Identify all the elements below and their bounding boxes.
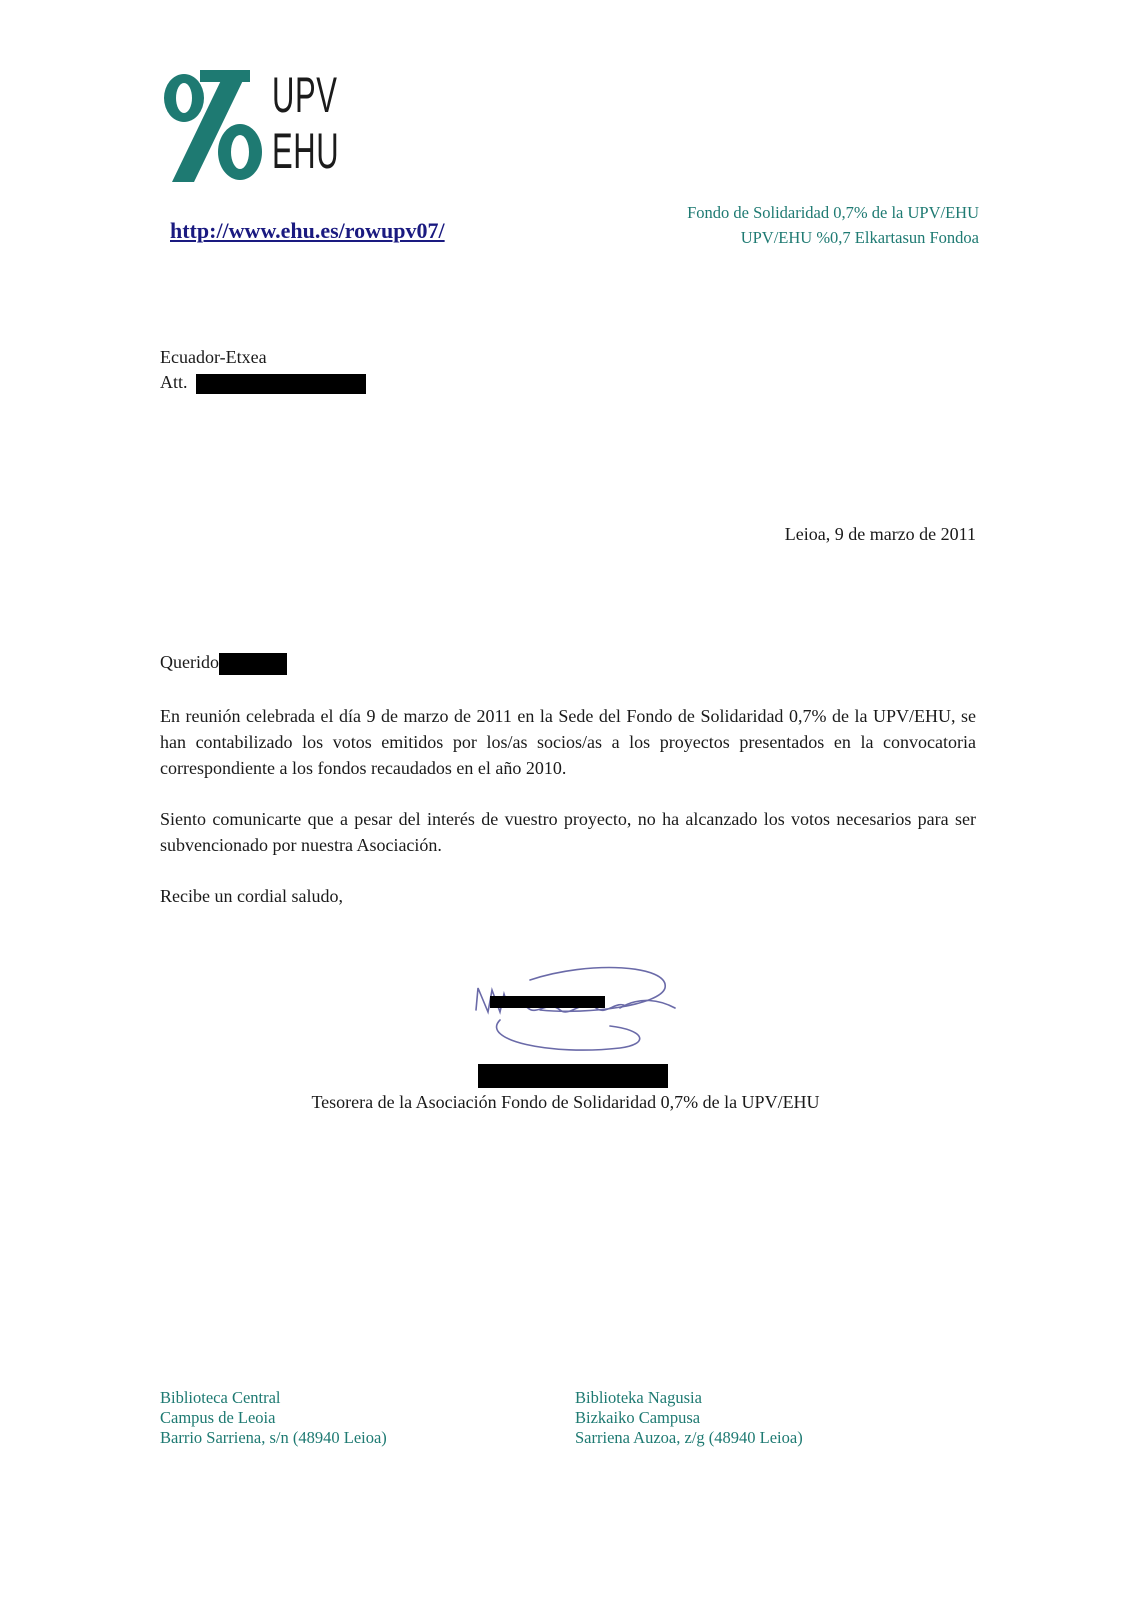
footer-right-line-1: Biblioteka Nagusia (575, 1388, 702, 1407)
body-paragraph-1: En reunión celebrada el día 9 de marzo de 2011 en la Sede del Fondo de Solidaridad 0,7% de la UPV/EHU, se han contabilizado los votos emitidos por los/as socios/as a los proyectos presentados en la convocatoria correspondiente a los fondos recaudados en el año 2010. (160, 706, 976, 778)
body-paragraph-2: Siento comunicarte que a pesar del interés de vuestro proyecto, no ha alcanzado los votos necesarios para ser subvencionado por nuestra Asociación. (160, 809, 976, 855)
footer-right-line-2: Bizkaiko Campusa (575, 1408, 701, 1427)
letter-date: Leioa, 9 de marzo de 2011 (784, 524, 976, 544)
org-name-spanish: Fondo de Solidaridad 0,7% de la UPV/EHU (687, 203, 979, 222)
addressee-att-line (160, 370, 366, 395)
logo-ehu-text: EHU (272, 123, 340, 179)
handwritten-signature (470, 960, 690, 1060)
upv-ehu-logo (160, 68, 340, 186)
redacted-signatory-name (478, 1064, 668, 1088)
redacted-recipient (196, 374, 366, 394)
footer-address-basque (575, 1388, 803, 1448)
redacted-signature-overlay (490, 996, 605, 1008)
percent-logo-mark (160, 68, 270, 186)
org-name-basque: UPV/EHU %0,7 Elkartasun Fondoa (740, 228, 979, 247)
footer-address-spanish (160, 1388, 387, 1448)
header-organization (687, 200, 979, 250)
signatory-role: Tesorera de la Asociación Fondo de Solidaridad 0,7% de la UPV/EHU (311, 1092, 820, 1112)
greeting-word: Querido (160, 652, 219, 672)
website-link[interactable]: http://www.ehu.es/rowupv07/ (170, 218, 445, 243)
addressee-block (160, 345, 366, 395)
footer-left-line-3: Barrio Sarriena, s/n (48940 Leioa) (160, 1428, 387, 1447)
footer-left-line-2: Campus de Leoia (160, 1408, 276, 1427)
addressee-name: Ecuador-Etxea (160, 347, 267, 367)
logo-upv-text: UPV (272, 67, 338, 123)
footer-left-line-1: Biblioteca Central (160, 1388, 281, 1407)
footer-right-line-3: Sarriena Auzoa, z/g (48940 Leioa) (575, 1428, 803, 1447)
closing-salutation: Recibe un cordial saludo, (160, 886, 343, 906)
att-label: Att. (160, 372, 188, 392)
redacted-greeting-name (219, 653, 287, 675)
greeting-line (160, 652, 287, 675)
